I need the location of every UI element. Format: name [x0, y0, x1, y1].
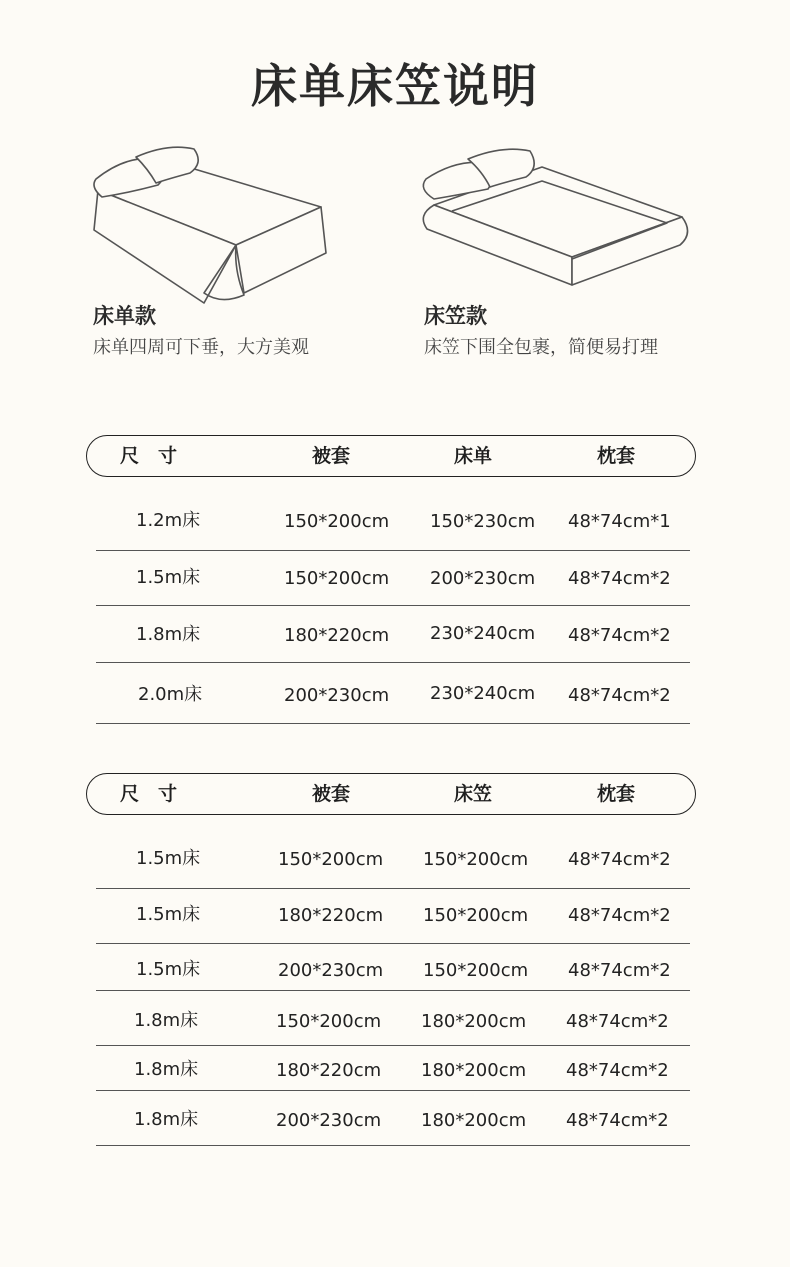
cell-pillowcase: 48*74cm*1 — [568, 511, 671, 532]
cell-fitted: 180*200cm — [421, 1011, 527, 1032]
cell-bed-size: 1.8m床 — [134, 1059, 199, 1080]
cell-pillowcase: 48*74cm*2 — [568, 568, 671, 589]
table-row — [96, 991, 690, 1046]
cell-pillowcase: 48*74cm*2 — [568, 960, 671, 981]
cell-duvet: 200*230cm — [284, 685, 390, 706]
cell-fitted: 150*200cm — [423, 960, 529, 981]
table2-header-fitted: 床笠 — [454, 783, 493, 805]
cell-duvet: 150*200cm — [278, 849, 384, 870]
table1-header-sheet: 床单 — [454, 445, 493, 467]
cell-bed-size: 2.0m床 — [138, 684, 203, 705]
table-row — [96, 490, 690, 551]
table2-header — [86, 773, 696, 815]
cell-fitted: 150*200cm — [423, 905, 529, 926]
table1-header-duvet: 被套 — [312, 445, 351, 467]
cell-pillowcase: 48*74cm*2 — [568, 849, 671, 870]
flat-sheet-illustration — [86, 145, 336, 310]
table-row — [96, 606, 690, 663]
cell-sheet: 150*230cm — [430, 511, 536, 532]
table1-header — [86, 435, 696, 477]
cell-pillowcase: 48*74cm*2 — [568, 685, 671, 706]
table2-header-size: 尺 寸 — [120, 783, 178, 805]
fitted-style-description: 床笠下围全包裹，简便易打理 — [424, 337, 658, 358]
table2-header-pillowcase: 枕套 — [597, 783, 636, 805]
cell-pillowcase: 48*74cm*2 — [566, 1011, 669, 1032]
table-row — [96, 889, 690, 944]
table-row — [96, 944, 690, 991]
cell-pillowcase: 48*74cm*2 — [566, 1060, 669, 1081]
cell-duvet: 200*230cm — [278, 960, 384, 981]
cell-pillowcase: 48*74cm*2 — [566, 1110, 669, 1131]
cell-fitted: 180*200cm — [421, 1110, 527, 1131]
cell-pillowcase: 48*74cm*2 — [568, 905, 671, 926]
table2-header-duvet: 被套 — [312, 783, 351, 805]
table-row — [96, 663, 690, 724]
cell-duvet: 150*200cm — [276, 1011, 382, 1032]
cell-pillowcase: 48*74cm*2 — [568, 625, 671, 646]
table1-header-size: 尺 寸 — [120, 445, 178, 467]
sheet-style-description: 床单四周可下垂，大方美观 — [93, 337, 309, 358]
cell-bed-size: 1.2m床 — [136, 510, 201, 531]
cell-bed-size: 1.8m床 — [134, 1010, 199, 1031]
cell-bed-size: 1.8m床 — [136, 624, 201, 645]
cell-sheet: 200*230cm — [430, 568, 536, 589]
cell-bed-size: 1.8m床 — [134, 1109, 199, 1130]
cell-bed-size: 1.5m床 — [136, 567, 201, 588]
cell-duvet: 180*220cm — [284, 625, 390, 646]
table-row — [96, 1046, 690, 1091]
cell-duvet: 150*200cm — [284, 568, 390, 589]
table-row — [96, 551, 690, 606]
table1-header-pillowcase: 枕套 — [597, 445, 636, 467]
sheet-style-title: 床单款 — [93, 304, 156, 328]
cell-bed-size: 1.5m床 — [136, 848, 201, 869]
cell-duvet: 200*230cm — [276, 1110, 382, 1131]
cell-bed-size: 1.5m床 — [136, 904, 201, 925]
table-row — [96, 830, 690, 889]
table-row — [96, 1091, 690, 1146]
cell-fitted: 150*200cm — [423, 849, 529, 870]
cell-fitted: 180*200cm — [421, 1060, 527, 1081]
page-title: 床单床笠说明 — [251, 59, 539, 113]
cell-bed-size: 1.5m床 — [136, 959, 201, 980]
fitted-sheet-illustration — [412, 145, 692, 295]
cell-sheet: 230*240cm — [430, 623, 536, 644]
fitted-style-title: 床笠款 — [424, 304, 487, 328]
cell-sheet: 230*240cm — [430, 683, 536, 704]
cell-duvet: 180*220cm — [276, 1060, 382, 1081]
cell-duvet: 180*220cm — [278, 905, 384, 926]
cell-duvet: 150*200cm — [284, 511, 390, 532]
